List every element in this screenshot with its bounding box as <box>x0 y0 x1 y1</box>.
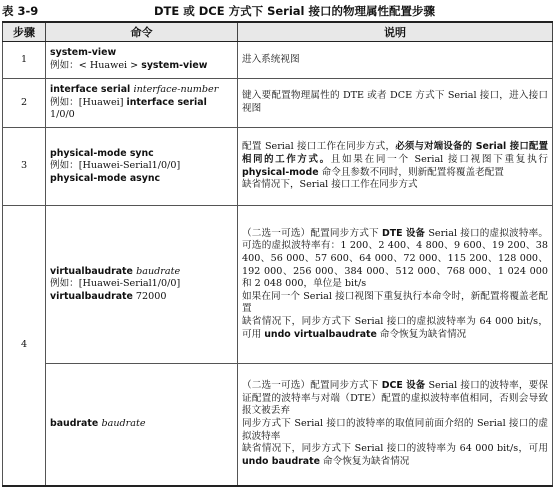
desc-text: 且如果在同一个 Serial 接口视图下重复执行 <box>330 153 548 165</box>
description-cell: 键入要配置物理属性的 DTE 或者 DCE 方式下 Serial 接口，进入接口视图 <box>238 79 553 128</box>
header-step: 步骤 <box>3 22 46 42</box>
step-number: 4 <box>3 206 46 486</box>
desc-text: Serial 接口的波特率，要保证配置的波特率与对端（DTE）配置的虚拟波特率值相同，否则会导致报文被丢弃 <box>242 380 548 417</box>
command-argument: baudrate <box>101 417 146 429</box>
command-cell <box>46 79 238 128</box>
example-command: interface serial <box>126 96 207 108</box>
command-text: system-view <box>50 47 117 59</box>
command-cell <box>46 206 238 364</box>
description-cell <box>238 128 553 206</box>
desc-text: Serial 接口的虚拟波特率。可选的虚拟波特率有：1 200、2 400、4 800、9 600、19 200、38 400、56 000、57 600、64 000、72 000、115 200、128 000、192 000、256 000、384 000、512 000、768 000、1 024 000 和 2 048 000，单位是 bit/s <box>242 227 548 290</box>
table-row <box>3 364 553 486</box>
desc-text: 如果在同一个 Serial 接口视图下重复执行本命令时，新配置将覆盖老配置 <box>242 290 548 315</box>
table-row <box>3 206 553 364</box>
command-cell <box>46 42 238 79</box>
desc-emphasis: DCE 设备 <box>381 380 426 392</box>
command-argument: baudrate <box>136 265 181 277</box>
desc-default-note: 缺省情况下，Serial 接口工作在同步方式 <box>242 179 418 191</box>
example-prefix: 例如：[Huawei] <box>50 96 127 108</box>
command-text: baudrate <box>50 417 102 429</box>
config-steps-table <box>2 21 553 487</box>
table-row <box>3 79 553 128</box>
command-example: 例如：[Huawei-Serial1/0/0] <box>50 160 181 172</box>
desc-command: physical-mode <box>242 166 319 178</box>
desc-text: （二选一可选）配置同步方式下 <box>242 380 382 392</box>
command-cell <box>46 364 238 486</box>
desc-text: （二选一可选）配置同步方式下 <box>242 227 382 239</box>
table-number: 表 3-9 <box>2 4 39 18</box>
desc-text: 命令恢复为缺省情况 <box>319 455 410 467</box>
command-argument: interface-number <box>133 84 219 96</box>
table-title: DTE 或 DCE 方式下 Serial 接口的物理属性配置步骤 <box>154 4 436 18</box>
desc-text: 缺省情况下，同步方式下 Serial 接口的虚拟波特率为 64 000 bit/s，可用 <box>242 315 548 340</box>
desc-text: 缺省情况下，同步方式下 Serial 接口的波特率为 64 000 bit/s，可用 <box>242 443 548 455</box>
desc-emphasis: DTE 设备 <box>381 227 426 239</box>
step-number: 3 <box>3 128 46 206</box>
command-cell <box>46 128 238 206</box>
desc-emphasis: 必须与对端设备的 Serial 接口配置相同的工作方式。 <box>242 141 548 165</box>
command-example: 例如：[Huawei-Serial1/0/0] <box>50 278 181 290</box>
desc-command: undo baudrate <box>242 455 320 467</box>
command-text: interface serial <box>50 84 134 96</box>
example-command: virtualbaudrate <box>50 290 133 302</box>
table-row <box>3 128 553 206</box>
header-description: 说明 <box>238 22 553 42</box>
command-text: virtualbaudrate <box>50 265 137 277</box>
desc-text: 命令且参数不同时，则新配置将覆盖老配置 <box>318 166 504 178</box>
desc-text: 命令恢复为缺省情况 <box>376 328 467 340</box>
table-header-row <box>3 22 553 42</box>
description-cell <box>238 206 553 364</box>
command-example <box>50 60 233 73</box>
command-text: physical-mode sync <box>50 147 154 159</box>
header-command: 命令 <box>46 22 238 42</box>
step-number: 1 <box>3 42 46 79</box>
desc-text: 同步方式下 Serial 接口的波特率的取值同前面介绍的 Serial 接口的虚拟波特率 <box>242 417 548 442</box>
step-number: 2 <box>3 79 46 128</box>
example-command: system-view <box>141 60 208 71</box>
example-prefix: 例如：< Huawei > <box>50 60 142 71</box>
table-row <box>3 42 553 79</box>
example-suffix: 1/0/0 <box>50 109 75 121</box>
desc-text: 配置 Serial 接口工作在同步方式， <box>242 141 396 153</box>
command-text-alt: physical-mode async <box>50 172 161 184</box>
example-value: 72000 <box>132 290 167 302</box>
description-cell <box>238 364 553 486</box>
description-cell: 进入系统视图 <box>238 42 553 79</box>
desc-command: undo virtualbaudrate <box>264 328 377 340</box>
table-caption <box>2 1 552 21</box>
